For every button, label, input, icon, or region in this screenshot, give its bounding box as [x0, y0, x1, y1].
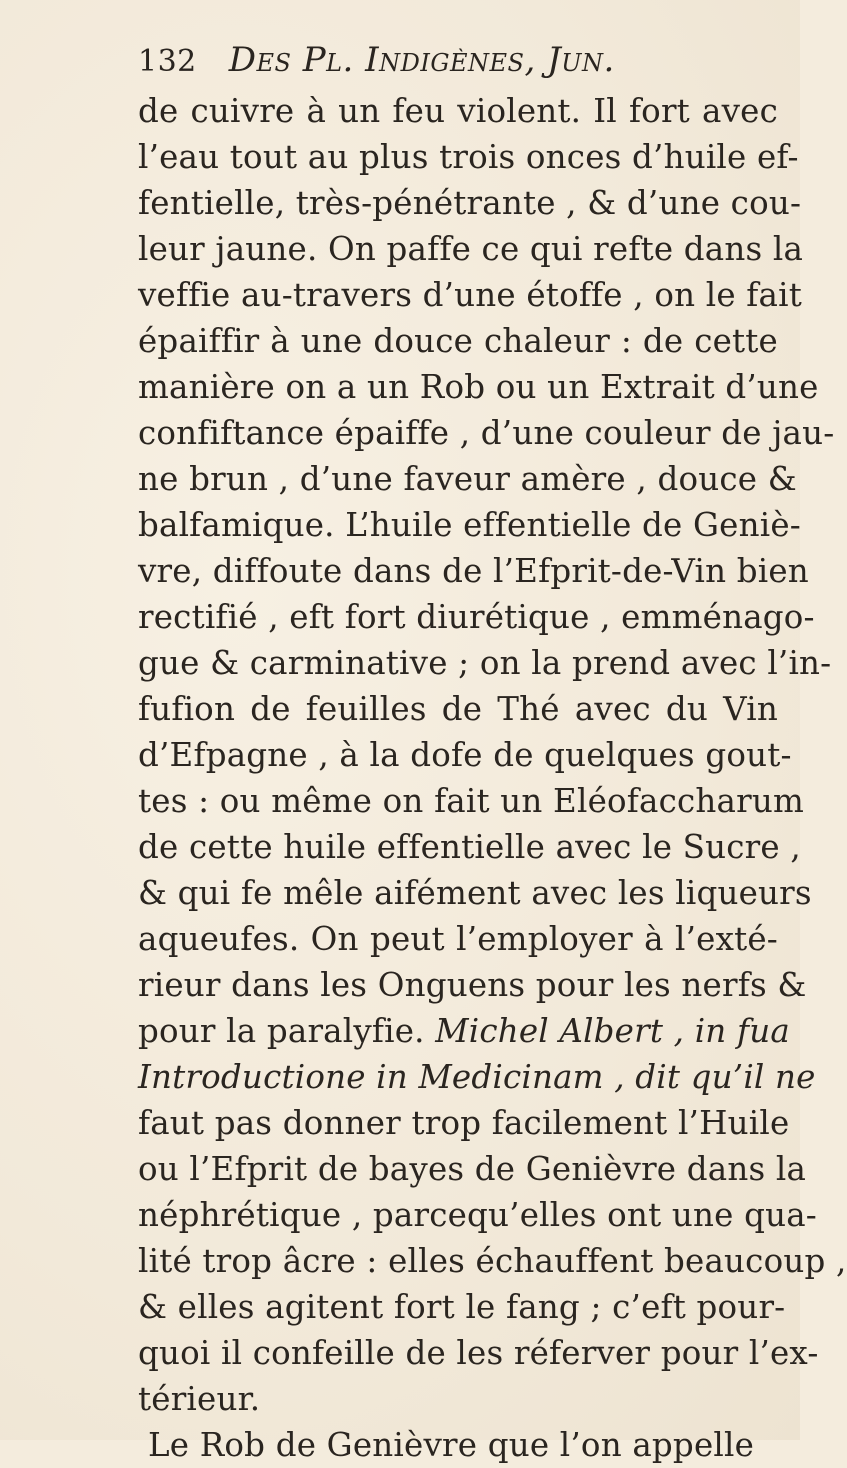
text-line: balfamique. L’huile effentielle de Geniè-	[138, 506, 801, 544]
text-line: faut pas donner trop facilement l’Huile	[138, 1104, 790, 1142]
text-line: d’Efpagne , à la dofe de quelques gout-	[138, 736, 792, 774]
text-line: manière on a un Rob ou un Extrait d’une	[138, 368, 819, 406]
text-line: épaiffir à une douce chaleur : de cette	[138, 322, 778, 360]
text-line: fufion de feuilles de Thé avec du Vin	[138, 690, 778, 728]
text-line: rectifié , eft fort diurétique , emménago-	[138, 598, 815, 636]
text-line: térieur.	[138, 1380, 261, 1418]
text-line: quoi il confeille de les réferver pour l’ex-	[138, 1334, 819, 1372]
text-line: ou l’Efprit de bayes de Genièvre dans la	[138, 1150, 807, 1188]
text-segment: pour la paralyfie.	[138, 1012, 425, 1050]
text-line: néphrétique , parcequ’elles ont une qua-	[138, 1196, 817, 1234]
text-line: gue & carminative ; on la prend avec l’in-	[138, 644, 832, 682]
text-line: tes : ou même on fait un Eléofaccharum	[138, 782, 804, 820]
text-line: & qui fe mêle aifément avec les liqueurs	[138, 874, 812, 912]
text-line: confiftance épaiffe , d’une couleur de jau-	[138, 414, 835, 452]
text-line: leur jaune. On paffe ce qui refte dans la	[138, 230, 804, 268]
body-text	[138, 88, 847, 1468]
running-head	[138, 38, 718, 84]
page-number: 132	[138, 44, 197, 79]
text-line: & elles agitent fort le fang ; c’eft pour-	[138, 1288, 786, 1326]
running-head-title: Des Pl. Indigènes, Jun.	[228, 40, 615, 80]
italic-reference: Michel Albert , in fua	[435, 1012, 790, 1050]
text-line: rieur dans les Onguens pour les nerfs &	[138, 966, 807, 1004]
text-line	[138, 1008, 790, 1054]
text-line: de cette huile effentielle avec le Sucre ,	[138, 828, 801, 866]
text-line: veffie au-travers d’une étoffe , on le fait	[138, 276, 802, 314]
text-line: ne brun , d’une faveur amère , douce &	[138, 460, 797, 498]
text-line: l’eau tout au plus trois onces d’huile ef-	[138, 138, 799, 176]
text-line: aqueufes. On peut l’employer à l’exté-	[138, 920, 778, 958]
text-line: Le Rob de Genièvre que l’on appelle	[148, 1426, 754, 1464]
text-line: lité trop âcre : elles échauffent beaucoup ,	[138, 1242, 847, 1280]
text-line: fentielle, très-pénétrante , & d’une cou-	[138, 184, 802, 222]
text-line: vre, diffoute dans de l’Efprit-de-Vin bien	[138, 552, 809, 590]
text-line: de cuivre à un feu violent. Il fort avec	[138, 92, 778, 130]
text-line: Introductione in Medicinam , dit qu’il ne	[138, 1058, 816, 1096]
